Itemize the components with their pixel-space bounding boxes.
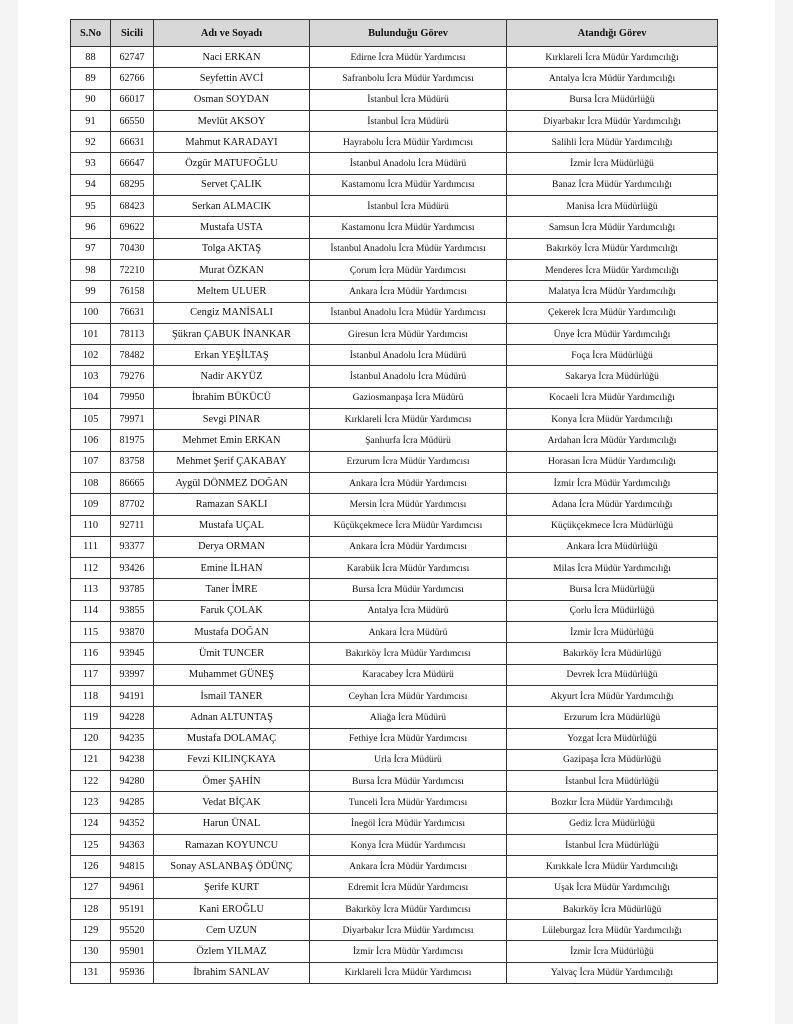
cell-assigned-duty: Kocaeli İcra Müdür Yardımcılığı	[507, 387, 718, 408]
table-row	[71, 600, 718, 621]
cell-current-duty: Bursa İcra Müdür Yardımcısı	[310, 579, 507, 600]
cell-name: Murat ÖZKAN	[154, 259, 310, 280]
cell-assigned-duty: Kırıkkale İcra Müdür Yardımcılığı	[507, 856, 718, 877]
cell-sicil: 93997	[111, 664, 154, 685]
cell-sicil: 70430	[111, 238, 154, 259]
cell-assigned-duty: Milas İcra Müdür Yardımcılığı	[507, 558, 718, 579]
cell-assigned-duty: İzmir İcra Müdürlüğü	[507, 153, 718, 174]
cell-current-duty: İstanbul Anadolu İcra Müdür Yardımcısı	[310, 238, 507, 259]
cell-sno: 131	[71, 962, 111, 983]
cell-sicil: 95191	[111, 898, 154, 919]
cell-sicil: 68423	[111, 196, 154, 217]
cell-sicil: 66550	[111, 110, 154, 131]
cell-name: Fevzi KILINÇKAYA	[154, 749, 310, 770]
cell-assigned-duty: Konya İcra Müdür Yardımcılığı	[507, 409, 718, 430]
cell-name: İsmail TANER	[154, 685, 310, 706]
table-row	[71, 196, 718, 217]
cell-assigned-duty: Uşak İcra Müdür Yardımcılığı	[507, 877, 718, 898]
table-row	[71, 494, 718, 515]
table-row	[71, 47, 718, 68]
cell-name: Ömer ŞAHİN	[154, 771, 310, 792]
cell-assigned-duty: Sakarya İcra Müdürlüğü	[507, 366, 718, 387]
table-row	[71, 856, 718, 877]
cell-current-duty: Ankara İcra Müdür Yardımcısı	[310, 281, 507, 302]
table-row	[71, 813, 718, 834]
cell-sno: 119	[71, 707, 111, 728]
cell-name: Osman SOYDAN	[154, 89, 310, 110]
table-row	[71, 89, 718, 110]
cell-current-duty: Urla İcra Müdürü	[310, 749, 507, 770]
cell-name: Özgür MATUFOĞLU	[154, 153, 310, 174]
cell-name: Faruk ÇOLAK	[154, 600, 310, 621]
cell-current-duty: İstanbul İcra Müdürü	[310, 196, 507, 217]
table-row	[71, 920, 718, 941]
cell-sicil: 81975	[111, 430, 154, 451]
table-row	[71, 174, 718, 195]
header-current-duty: Bulunduğu Görev	[310, 20, 507, 47]
cell-sicil: 66631	[111, 132, 154, 153]
table-row	[71, 430, 718, 451]
cell-sicil: 79276	[111, 366, 154, 387]
cell-sno: 112	[71, 558, 111, 579]
cell-current-duty: Bakırköy İcra Müdür Yardımcısı	[310, 898, 507, 919]
cell-sno: 113	[71, 579, 111, 600]
cell-sicil: 78482	[111, 345, 154, 366]
cell-sicil: 78113	[111, 323, 154, 344]
cell-assigned-duty: Gediz İcra Müdürlüğü	[507, 813, 718, 834]
cell-assigned-duty: İzmir İcra Müdür Yardımcılığı	[507, 472, 718, 493]
cell-sicil: 69622	[111, 217, 154, 238]
cell-sno: 104	[71, 387, 111, 408]
cell-current-duty: Ceyhan İcra Müdür Yardımcısı	[310, 685, 507, 706]
table-row	[71, 153, 718, 174]
cell-sno: 114	[71, 600, 111, 621]
cell-assigned-duty: Bursa İcra Müdürlüğü	[507, 89, 718, 110]
cell-assigned-duty: Devrek İcra Müdürlüğü	[507, 664, 718, 685]
cell-current-duty: Konya İcra Müdür Yardımcısı	[310, 834, 507, 855]
cell-name: Mustafa DOLAMAÇ	[154, 728, 310, 749]
cell-sno: 123	[71, 792, 111, 813]
cell-current-duty: Çorum İcra Müdür Yardımcısı	[310, 259, 507, 280]
cell-name: Şerife KURT	[154, 877, 310, 898]
cell-sno: 111	[71, 536, 111, 557]
cell-name: Cengiz MANİSALI	[154, 302, 310, 323]
cell-assigned-duty: Adana İcra Müdür Yardımcılığı	[507, 494, 718, 515]
cell-current-duty: Kırklareli İcra Müdür Yardımcısı	[310, 962, 507, 983]
table-row	[71, 622, 718, 643]
cell-sno: 115	[71, 622, 111, 643]
cell-sno: 121	[71, 749, 111, 770]
table-row	[71, 685, 718, 706]
cell-name: Aygül DÖNMEZ DOĞAN	[154, 472, 310, 493]
cell-assigned-duty: Diyarbakır İcra Müdür Yardımcılığı	[507, 110, 718, 131]
cell-sno: 97	[71, 238, 111, 259]
cell-name: Mustafa UÇAL	[154, 515, 310, 536]
cell-sno: 128	[71, 898, 111, 919]
cell-current-duty: Mersin İcra Müdür Yardımcısı	[310, 494, 507, 515]
cell-name: Mustafa USTA	[154, 217, 310, 238]
cell-assigned-duty: Akyurt İcra Müdür Yardımcılığı	[507, 685, 718, 706]
cell-assigned-duty: Banaz İcra Müdür Yardımcılığı	[507, 174, 718, 195]
cell-sicil: 93426	[111, 558, 154, 579]
cell-assigned-duty: Samsun İcra Müdür Yardımcılığı	[507, 217, 718, 238]
cell-current-duty: Tunceli İcra Müdür Yardımcısı	[310, 792, 507, 813]
table-row	[71, 472, 718, 493]
cell-name: Şükran ÇABUK İNANKAR	[154, 323, 310, 344]
cell-assigned-duty: Çorlu İcra Müdürlüğü	[507, 600, 718, 621]
cell-sno: 88	[71, 47, 111, 68]
table-row	[71, 898, 718, 919]
cell-current-duty: Erzurum İcra Müdür Yardımcısı	[310, 451, 507, 472]
cell-sno: 110	[71, 515, 111, 536]
cell-name: Adnan ALTUNTAŞ	[154, 707, 310, 728]
cell-sno: 107	[71, 451, 111, 472]
cell-current-duty: Edremit İcra Müdür Yardımcısı	[310, 877, 507, 898]
table-row	[71, 451, 718, 472]
cell-sno: 108	[71, 472, 111, 493]
cell-sno: 90	[71, 89, 111, 110]
table-row	[71, 238, 718, 259]
cell-current-duty: Karacabey İcra Müdürü	[310, 664, 507, 685]
cell-assigned-duty: Çekerek İcra Müdür Yardımcılığı	[507, 302, 718, 323]
cell-name: Cem UZUN	[154, 920, 310, 941]
cell-current-duty: Kastamonu İcra Müdür Yardımcısı	[310, 217, 507, 238]
cell-assigned-duty: Bakırköy İcra Müdür Yardımcılığı	[507, 238, 718, 259]
cell-name: Meltem ULUER	[154, 281, 310, 302]
cell-current-duty: Kırklareli İcra Müdür Yardımcısı	[310, 409, 507, 430]
table-row	[71, 302, 718, 323]
table-row	[71, 515, 718, 536]
cell-sicil: 95520	[111, 920, 154, 941]
cell-current-duty: Bursa İcra Müdür Yardımcısı	[310, 771, 507, 792]
cell-sicil: 95901	[111, 941, 154, 962]
cell-sicil: 94280	[111, 771, 154, 792]
cell-assigned-duty: Küçükçekmece İcra Müdürlüğü	[507, 515, 718, 536]
cell-name: Vedat BİÇAK	[154, 792, 310, 813]
cell-current-duty: İstanbul İcra Müdürü	[310, 89, 507, 110]
table-row	[71, 366, 718, 387]
cell-assigned-duty: Antalya İcra Müdür Yardımcılığı	[507, 68, 718, 89]
cell-current-duty: Bakırköy İcra Müdür Yardımcısı	[310, 643, 507, 664]
cell-sicil: 76158	[111, 281, 154, 302]
table-body	[71, 47, 718, 984]
cell-sicil: 79971	[111, 409, 154, 430]
cell-assigned-duty: İzmir İcra Müdürlüğü	[507, 622, 718, 643]
cell-name: İbrahim SANLAV	[154, 962, 310, 983]
table-row	[71, 536, 718, 557]
cell-sno: 99	[71, 281, 111, 302]
cell-assigned-duty: Malatya İcra Müdür Yardımcılığı	[507, 281, 718, 302]
cell-current-duty: Şanlıurfa İcra Müdürü	[310, 430, 507, 451]
cell-sno: 89	[71, 68, 111, 89]
cell-sno: 127	[71, 877, 111, 898]
table-row	[71, 771, 718, 792]
table-row	[71, 281, 718, 302]
cell-name: Taner İMRE	[154, 579, 310, 600]
cell-current-duty: Safranbolu İcra Müdür Yardımcısı	[310, 68, 507, 89]
cell-sicil: 79950	[111, 387, 154, 408]
cell-current-duty: İnegöl İcra Müdür Yardımcısı	[310, 813, 507, 834]
cell-name: Ümit TUNCER	[154, 643, 310, 664]
cell-sicil: 92711	[111, 515, 154, 536]
table-row	[71, 707, 718, 728]
cell-assigned-duty: Yozgat İcra Müdürlüğü	[507, 728, 718, 749]
cell-current-duty: İstanbul Anadolu İcra Müdürü	[310, 153, 507, 174]
cell-sicil: 94235	[111, 728, 154, 749]
cell-sno: 98	[71, 259, 111, 280]
cell-assigned-duty: İstanbul İcra Müdürlüğü	[507, 834, 718, 855]
cell-name: Sonay ASLANBAŞ ÖDÜNÇ	[154, 856, 310, 877]
cell-current-duty: Diyarbakır İcra Müdür Yardımcısı	[310, 920, 507, 941]
cell-assigned-duty: Erzurum İcra Müdürlüğü	[507, 707, 718, 728]
cell-current-duty: Ankara İcra Müdür Yardımcısı	[310, 536, 507, 557]
cell-sicil: 94961	[111, 877, 154, 898]
cell-sicil: 93945	[111, 643, 154, 664]
table-row	[71, 664, 718, 685]
cell-sno: 116	[71, 643, 111, 664]
cell-name: Servet ÇALIK	[154, 174, 310, 195]
cell-sicil: 66647	[111, 153, 154, 174]
table-row	[71, 323, 718, 344]
cell-current-duty: İstanbul Anadolu İcra Müdürü	[310, 366, 507, 387]
cell-assigned-duty: Ardahan İcra Müdür Yardımcılığı	[507, 430, 718, 451]
cell-sicil: 95936	[111, 962, 154, 983]
cell-assigned-duty: Manisa İcra Müdürlüğü	[507, 196, 718, 217]
cell-assigned-duty: Lüleburgaz İcra Müdür Yardımcılığı	[507, 920, 718, 941]
cell-name: Ramazan SAKLI	[154, 494, 310, 515]
cell-sicil: 66017	[111, 89, 154, 110]
table-row	[71, 877, 718, 898]
cell-name: Erkan YEŞİLTAŞ	[154, 345, 310, 366]
cell-assigned-duty: İstanbul İcra Müdürlüğü	[507, 771, 718, 792]
cell-sicil: 87702	[111, 494, 154, 515]
cell-sicil: 76631	[111, 302, 154, 323]
cell-sno: 130	[71, 941, 111, 962]
cell-sicil: 94352	[111, 813, 154, 834]
cell-sno: 93	[71, 153, 111, 174]
cell-assigned-duty: Salihli İcra Müdür Yardımcılığı	[507, 132, 718, 153]
cell-name: Derya ORMAN	[154, 536, 310, 557]
table-row	[71, 345, 718, 366]
cell-sno: 126	[71, 856, 111, 877]
cell-sno: 101	[71, 323, 111, 344]
cell-name: Ramazan KOYUNCU	[154, 834, 310, 855]
table-row	[71, 834, 718, 855]
cell-name: Mahmut KARADAYI	[154, 132, 310, 153]
cell-name: Serkan ALMACIK	[154, 196, 310, 217]
cell-name: Kani EROĞLU	[154, 898, 310, 919]
cell-current-duty: Ankara İcra Müdürü	[310, 622, 507, 643]
cell-sicil: 72210	[111, 259, 154, 280]
cell-name: Mehmet Şerif ÇAKABAY	[154, 451, 310, 472]
cell-name: Nadir AKYÜZ	[154, 366, 310, 387]
cell-sicil: 94238	[111, 749, 154, 770]
cell-current-duty: İstanbul Anadolu İcra Müdürü	[310, 345, 507, 366]
cell-sno: 129	[71, 920, 111, 941]
cell-name: İbrahim BÜKÜCÜ	[154, 387, 310, 408]
cell-assigned-duty: Foça İcra Müdürlüğü	[507, 345, 718, 366]
cell-current-duty: İstanbul İcra Müdürü	[310, 110, 507, 131]
cell-sicil: 68295	[111, 174, 154, 195]
cell-assigned-duty: Ankara İcra Müdürlüğü	[507, 536, 718, 557]
cell-sno: 122	[71, 771, 111, 792]
cell-sicil: 94191	[111, 685, 154, 706]
cell-sicil: 93870	[111, 622, 154, 643]
cell-name: Mustafa DOĞAN	[154, 622, 310, 643]
table-row	[71, 259, 718, 280]
table-row	[71, 962, 718, 983]
table-row	[71, 217, 718, 238]
cell-sno: 95	[71, 196, 111, 217]
cell-sno: 118	[71, 685, 111, 706]
cell-sno: 92	[71, 132, 111, 153]
header-sicil: Sicili	[111, 20, 154, 47]
cell-name: Naci ERKAN	[154, 47, 310, 68]
cell-current-duty: Fethiye İcra Müdür Yardımcısı	[310, 728, 507, 749]
cell-sno: 109	[71, 494, 111, 515]
table-row	[71, 132, 718, 153]
table-row	[71, 409, 718, 430]
cell-assigned-duty: Bozkır İcra Müdür Yardımcılığı	[507, 792, 718, 813]
cell-sicil: 62766	[111, 68, 154, 89]
cell-sicil: 83758	[111, 451, 154, 472]
cell-sno: 91	[71, 110, 111, 131]
cell-current-duty: Edirne İcra Müdür Yardımcısı	[310, 47, 507, 68]
cell-assigned-duty: İzmir İcra Müdürlüğü	[507, 941, 718, 962]
cell-sicil: 62747	[111, 47, 154, 68]
cell-sno: 117	[71, 664, 111, 685]
cell-sno: 125	[71, 834, 111, 855]
cell-assigned-duty: Bursa İcra Müdürlüğü	[507, 579, 718, 600]
cell-name: Tolga AKTAŞ	[154, 238, 310, 259]
table-row	[71, 387, 718, 408]
cell-assigned-duty: Ünye İcra Müdür Yardımcılığı	[507, 323, 718, 344]
cell-name: Mevlüt AKSOY	[154, 110, 310, 131]
cell-current-duty: Aliağa İcra Müdürü	[310, 707, 507, 728]
cell-assigned-duty: Yalvaç İcra Müdür Yardımcılığı	[507, 962, 718, 983]
cell-assigned-duty: Menderes İcra Müdür Yardımcılığı	[507, 259, 718, 280]
cell-sicil: 94363	[111, 834, 154, 855]
cell-current-duty: Küçükçekmece İcra Müdür Yardımcısı	[310, 515, 507, 536]
cell-assigned-duty: Gazipaşa İcra Müdürlüğü	[507, 749, 718, 770]
table-header-row	[71, 20, 718, 47]
cell-name: Seyfettin AVCİ	[154, 68, 310, 89]
table-row	[71, 941, 718, 962]
header-name: Adı ve Soyadı	[154, 20, 310, 47]
cell-sicil: 94285	[111, 792, 154, 813]
cell-sno: 105	[71, 409, 111, 430]
cell-current-duty: Antalya İcra Müdürü	[310, 600, 507, 621]
cell-name: Emine İLHAN	[154, 558, 310, 579]
cell-sno: 124	[71, 813, 111, 834]
table-row	[71, 110, 718, 131]
cell-sno: 102	[71, 345, 111, 366]
cell-sno: 94	[71, 174, 111, 195]
table-row	[71, 792, 718, 813]
table-row	[71, 643, 718, 664]
table-row	[71, 749, 718, 770]
cell-sicil: 93377	[111, 536, 154, 557]
table-row	[71, 558, 718, 579]
cell-current-duty: Kastamonu İcra Müdür Yardımcısı	[310, 174, 507, 195]
cell-sno: 106	[71, 430, 111, 451]
cell-name: Özlem YILMAZ	[154, 941, 310, 962]
cell-sicil: 94228	[111, 707, 154, 728]
cell-sno: 100	[71, 302, 111, 323]
header-sno: S.No	[71, 20, 111, 47]
cell-assigned-duty: Horasan İcra Müdür Yardımcılığı	[507, 451, 718, 472]
cell-name: Mehmet Emin ERKAN	[154, 430, 310, 451]
cell-assigned-duty: Bakırköy İcra Müdürlüğü	[507, 898, 718, 919]
appointment-table	[70, 19, 718, 984]
cell-sicil: 93855	[111, 600, 154, 621]
cell-sno: 96	[71, 217, 111, 238]
cell-name: Muhammet GÜNEŞ	[154, 664, 310, 685]
cell-current-duty: İstanbul Anadolu İcra Müdür Yardımcısı	[310, 302, 507, 323]
cell-current-duty: Ankara İcra Müdür Yardımcısı	[310, 472, 507, 493]
cell-current-duty: Hayrabolu İcra Müdür Yardımcısı	[310, 132, 507, 153]
cell-name: Sevgi PINAR	[154, 409, 310, 430]
header-assigned-duty: Atandığı Görev	[507, 20, 718, 47]
cell-assigned-duty: Bakırköy İcra Müdürlüğü	[507, 643, 718, 664]
table-row	[71, 728, 718, 749]
cell-sicil: 86665	[111, 472, 154, 493]
table-row	[71, 579, 718, 600]
cell-current-duty: Gaziosmanpaşa İcra Müdürü	[310, 387, 507, 408]
cell-assigned-duty: Kırklareli İcra Müdür Yardımcılığı	[507, 47, 718, 68]
cell-current-duty: Karabük İcra Müdür Yardımcısı	[310, 558, 507, 579]
cell-sicil: 94815	[111, 856, 154, 877]
cell-current-duty: Ankara İcra Müdür Yardımcısı	[310, 856, 507, 877]
cell-sno: 103	[71, 366, 111, 387]
cell-current-duty: İzmir İcra Müdür Yardımcısı	[310, 941, 507, 962]
cell-current-duty: Giresun İcra Müdür Yardımcısı	[310, 323, 507, 344]
table-row	[71, 68, 718, 89]
cell-sicil: 93785	[111, 579, 154, 600]
cell-sno: 120	[71, 728, 111, 749]
cell-name: Harun ÜNAL	[154, 813, 310, 834]
